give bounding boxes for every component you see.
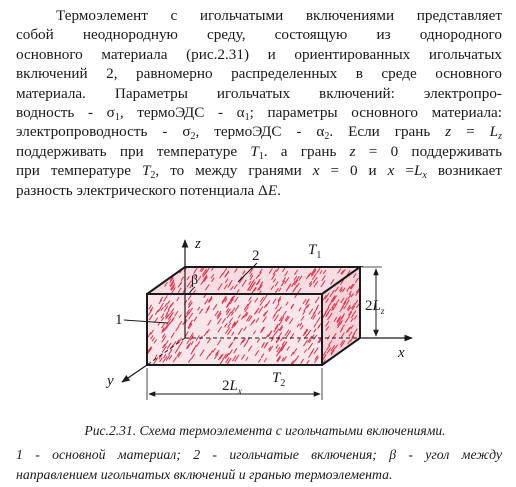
temperature-t1: $T_1$ (308, 242, 322, 261)
body-line: собой неоднородную среду, состоящую из однородного (16, 26, 502, 44)
body-line: материала. Параметры игольчатых включений: электропро- (16, 84, 502, 102)
label-needles: 2 (252, 248, 260, 264)
beta-angle-label: β (191, 273, 199, 288)
label-base-material: 1 (115, 312, 123, 328)
body-line: поддерживать при температуре $T_1$. а грань z = 0 поддерживать (16, 142, 503, 162)
temperature-t2: $T_2$ (272, 370, 286, 389)
figure-caption: Рис.2.31. Схема термоэлемента с игольчатыми включениями. (84, 423, 446, 438)
thermoelement-figure (0, 232, 516, 422)
legend-line: направлением игольчатых включений и гранью термоэлемента. (16, 467, 393, 482)
height-dimension-label: $2L_z$ (365, 298, 385, 316)
z-axis-label: z (195, 236, 201, 252)
body-line: электропроводность - $\sigma_2$, термоЭДС - $\alpha_2$. Если грань $z = L_z$ (16, 123, 503, 143)
y-axis (122, 365, 147, 382)
figure-legend (16, 445, 502, 485)
y-axis-label: y (107, 373, 114, 389)
body-line: включений 2, равномерно распределенных в среде основного (16, 65, 502, 83)
body-line: Термоэлемент с игольчатыми включениями представляет (56, 7, 502, 24)
x-axis-label: x (398, 345, 405, 361)
body-line: основного материала (рис.2.31) и ориентированных игольчатых (16, 45, 502, 63)
body-line: водность - $\sigma_1$, термоЭДС - $\alpha_1$; параметры основного материала: (16, 104, 502, 124)
front-face (147, 294, 322, 365)
width-dimension-label: $2L_x$ (222, 378, 242, 396)
legend-line: 1 - основной материал; 2 - игольчатые включения; β - угол между (16, 447, 502, 462)
body-paragraph (16, 6, 502, 200)
body-line: разность электрического потенциала ΔE. (16, 181, 281, 199)
body-line: при температуре $T_2$, то между гранями x = 0 и $x =L_x$ возникает (16, 162, 502, 182)
